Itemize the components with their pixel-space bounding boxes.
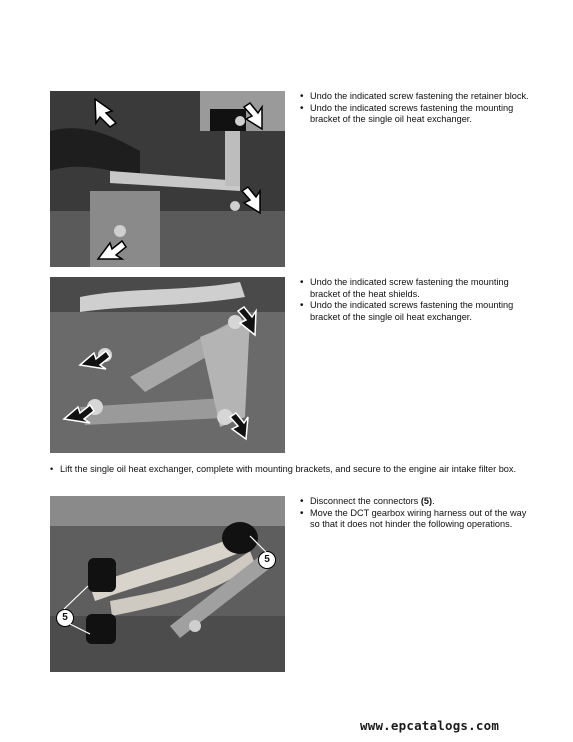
- step-text: .: [432, 496, 435, 506]
- steps-section-1: [300, 91, 535, 126]
- bullet-icon: •: [50, 464, 54, 474]
- callout-5-upper: 5: [258, 551, 276, 569]
- note-lift-exchanger: [50, 464, 540, 476]
- step-item: • Undo the indicated screw fastening the mounting bracket of the heat shields.: [300, 277, 535, 300]
- steps-section-2: [300, 277, 535, 323]
- step-item: • Undo the indicated screw fastening the retainer block.: [300, 91, 535, 103]
- connector-ref: (5): [420, 496, 433, 506]
- step-item: • Undo the indicated screws fastening the mounting bracket of the single oil heat exchanger.: [300, 300, 535, 323]
- step-text: Disconnect the connectors: [310, 496, 421, 506]
- step-item: • Move the DCT gearbox wiring harness out of the way so that it does not hinder the following operations.: [300, 508, 535, 531]
- footer-link[interactable]: www.epcatalogs.com: [360, 718, 500, 733]
- note-text: Lift the single oil heat exchanger, complete with mounting brackets, and secure to the engine air intake filter box.: [60, 464, 517, 474]
- engine-photo-heat-shield-bracket: [50, 277, 285, 453]
- callout-5-lower: 5: [56, 609, 74, 627]
- step-item: • Undo the indicated screws fastening the mounting bracket of the single oil heat exchanger.: [300, 103, 535, 126]
- steps-section-3: [300, 496, 535, 531]
- engine-photo-connectors: [50, 496, 285, 672]
- engine-photo-retainer-block: [50, 91, 285, 267]
- step-item: [300, 496, 535, 508]
